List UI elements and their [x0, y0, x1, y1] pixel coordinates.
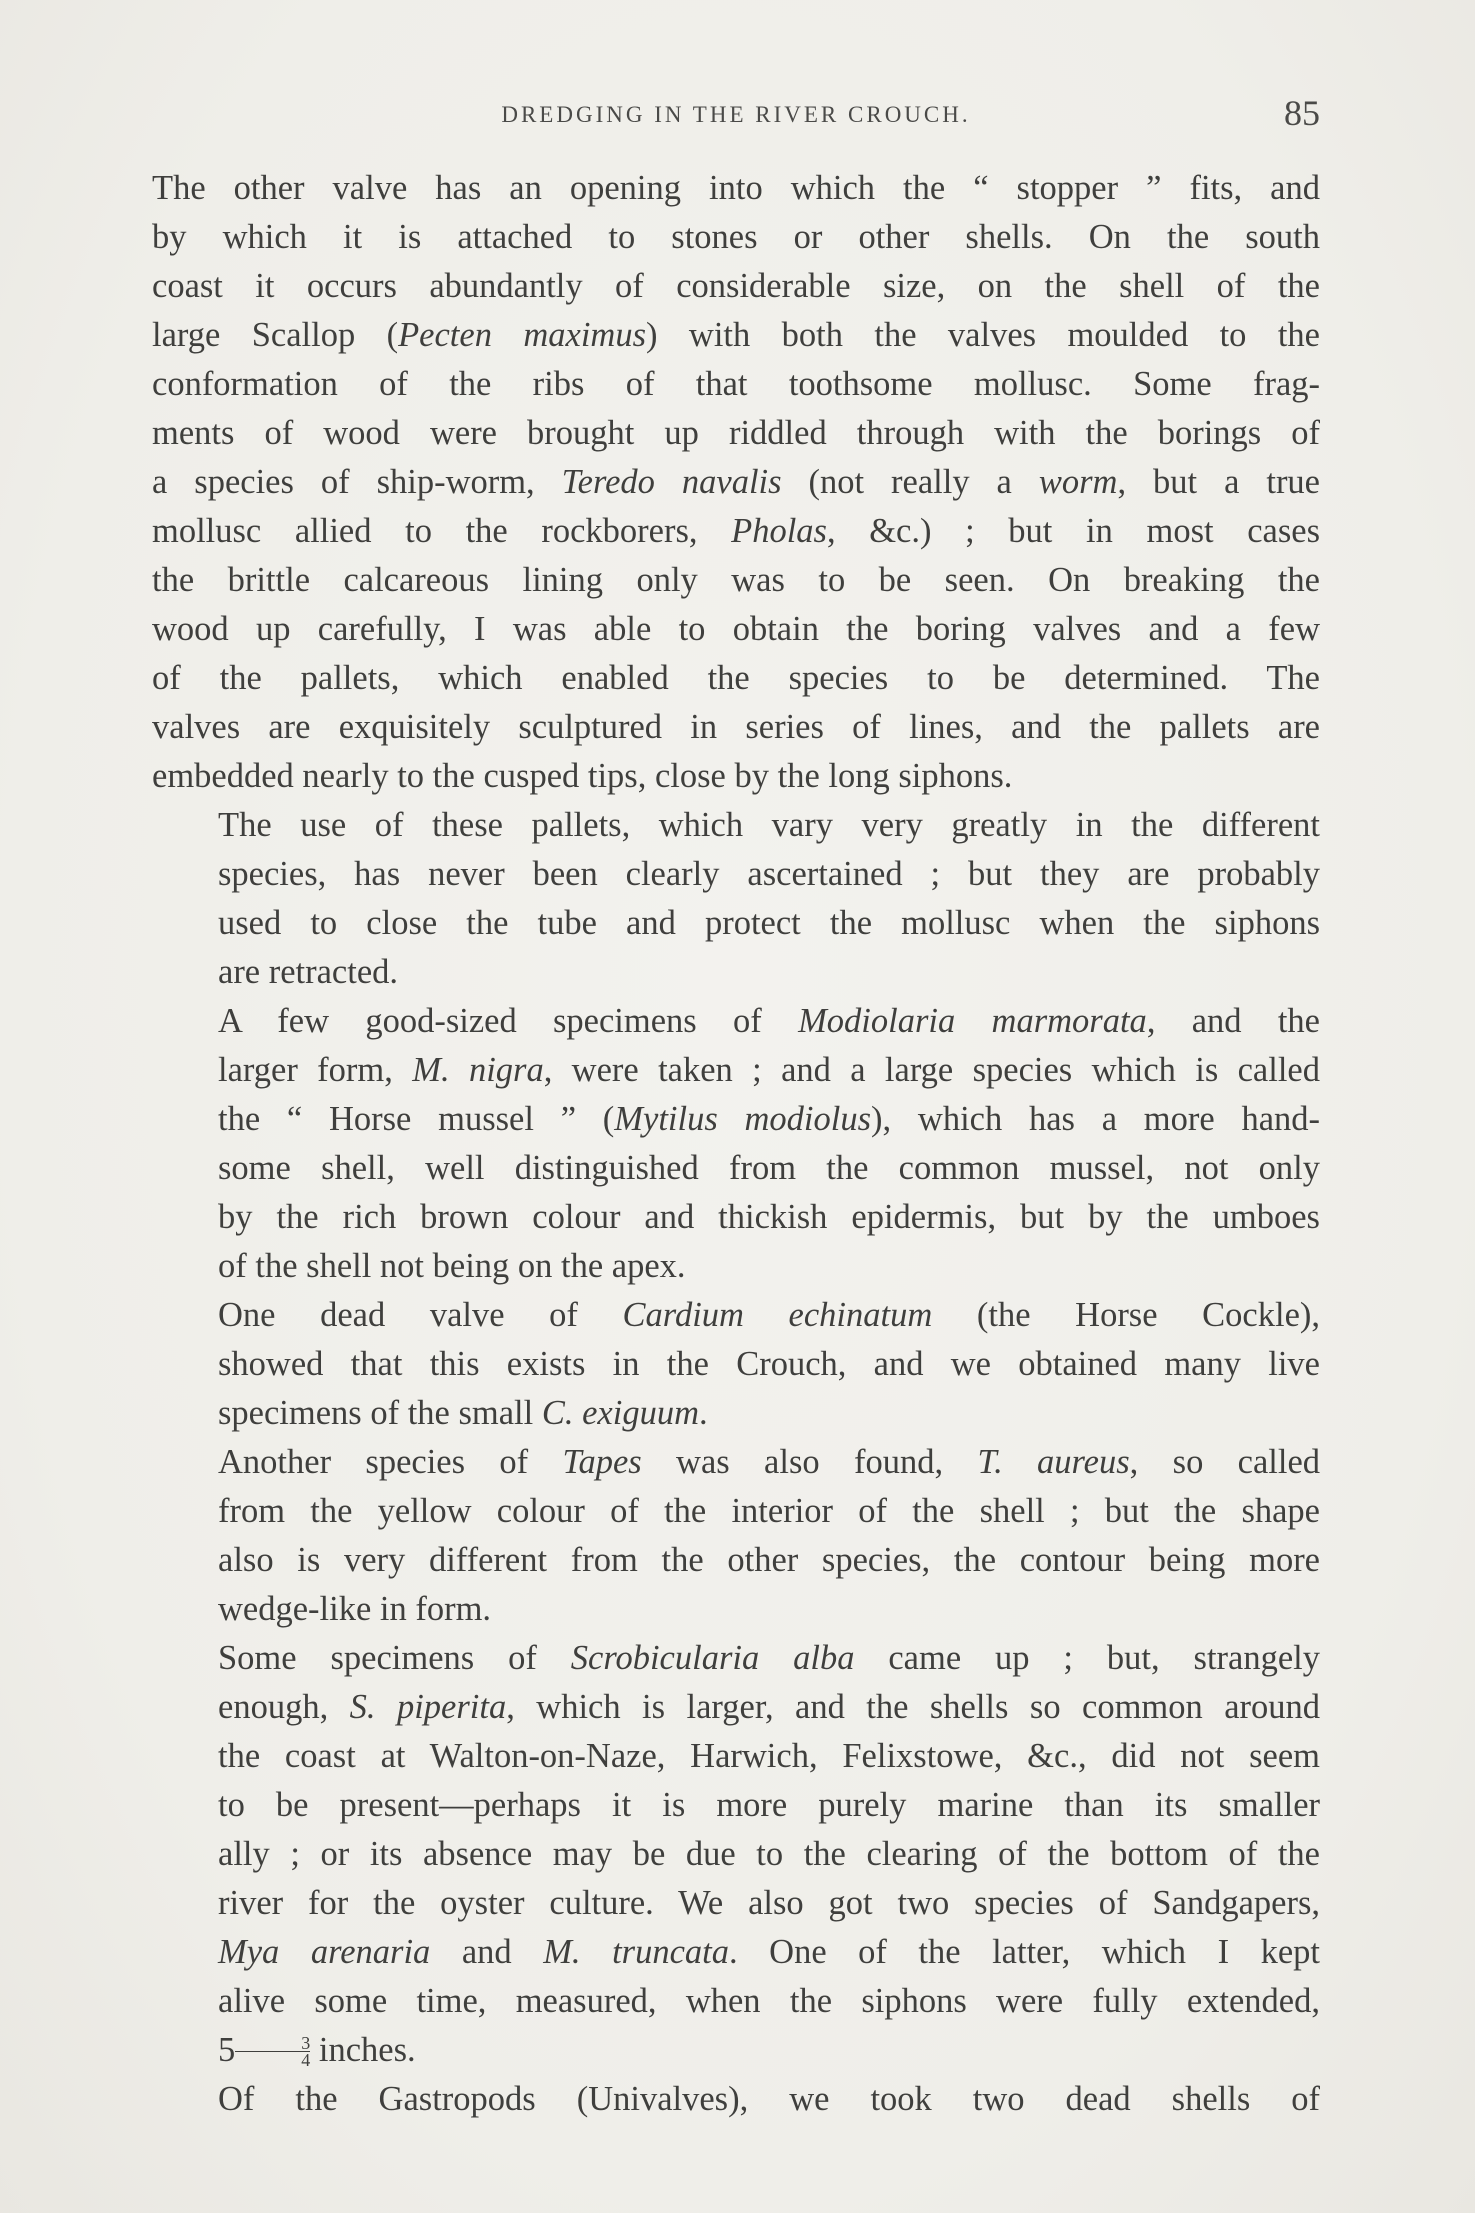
text-line: larger form, M. nigra, were taken ; and a large species which is called: [218, 1051, 1320, 1089]
text-line: also is very different from the other species, the contour being more: [218, 1541, 1320, 1579]
italic-term: Pholas: [731, 512, 827, 550]
text-line: A few good-sized specimens of Modiolaria marmorata, and the: [218, 1002, 1320, 1040]
italic-term: Mytilus modiolus: [614, 1100, 872, 1138]
text-line: conformation of the ribs of that toothsome mollusc. Some frag-: [152, 365, 1320, 403]
text-line: Of the Gastropods (Univalves), we took two dead shells of: [218, 2080, 1320, 2118]
text-line: river for the oyster culture. We also got two species of Sandgapers,: [218, 1884, 1320, 1922]
text-line: wedge-like in form.: [218, 1590, 492, 1628]
text-line: ments of wood were brought up riddled through with the borings of: [152, 414, 1320, 452]
paragraph: [152, 1438, 1320, 1634]
text-line: the “ Horse mussel ” (Mytilus modiolus), which has a more hand-: [218, 1100, 1320, 1138]
italic-term: M. truncata: [543, 1933, 729, 1971]
fraction: $\frac{3}{4}$: [235, 2035, 310, 2068]
italic-term: S. piperita: [349, 1688, 507, 1726]
text-line: The other valve has an opening into which the “ stopper ” fits, and: [152, 169, 1320, 207]
italic-term: Mya arenaria: [218, 1933, 431, 1971]
text-line: from the yellow colour of the interior of the shell ; but the shape: [218, 1492, 1320, 1530]
text-line: coast it occurs abundantly of considerable size, on the shell of the: [152, 267, 1320, 305]
paragraph: [152, 801, 1320, 997]
text-line: 5 $\frac{3}{4}$ inches.: [218, 2031, 416, 2070]
text-line: are retracted.: [218, 953, 399, 991]
text-line: some shell, well distinguished from the common mussel, not only: [218, 1149, 1320, 1187]
running-head: DREDGING IN THE RIVER CROUCH.: [501, 102, 971, 127]
italic-term: M. nigra: [412, 1051, 544, 1089]
text-line: the brittle calcareous lining only was to be seen. On breaking the: [152, 561, 1320, 599]
body-text: [152, 164, 1320, 2124]
text-line: valves are exquisitely sculptured in series of lines, and the pallets are: [152, 708, 1320, 746]
italic-term: worm: [1038, 463, 1118, 501]
text-line: by which it is attached to stones or other shells. On the south: [152, 218, 1320, 256]
paragraph: [152, 164, 1320, 801]
text-line: of the pallets, which enabled the species to be determined. The: [152, 659, 1320, 697]
text-line: to be present—perhaps it is more purely marine than its smaller: [218, 1786, 1320, 1824]
text-line: large Scallop (Pecten maximus) with both the valves moulded to the: [152, 316, 1320, 354]
italic-term: Scrobicularia alba: [570, 1639, 855, 1677]
italic-term: C. exiguum: [541, 1394, 699, 1432]
text-line: of the shell not being on the apex.: [218, 1247, 686, 1285]
paragraph: [152, 1291, 1320, 1438]
text-line: by the rich brown colour and thickish epidermis, but by the umboes: [218, 1198, 1320, 1236]
text-line: embedded nearly to the cusped tips, close by the long siphons.: [152, 757, 1013, 795]
text-line: Mya arenaria and M. truncata. One of the latter, which I kept: [218, 1933, 1320, 1971]
text-line: ally ; or its absence may be due to the clearing of the bottom of the: [218, 1835, 1320, 1873]
page-header: [152, 92, 1320, 142]
paragraph: [152, 997, 1320, 1291]
text-line: the coast at Walton-on-Naze, Harwich, Felixstowe, &c., did not seem: [218, 1737, 1320, 1775]
italic-term: T. aureus: [977, 1443, 1130, 1481]
text-line: species, has never been clearly ascertained ; but they are probably: [218, 855, 1320, 893]
paragraph: [152, 2075, 1320, 2124]
text-line: specimens of the small C. exiguum.: [218, 1394, 708, 1432]
text-line: a species of ship-worm, Teredo navalis (not really a worm, but a true: [152, 463, 1320, 501]
italic-term: Tapes: [562, 1443, 642, 1481]
paragraph: [152, 1634, 1320, 2075]
text-line: used to close the tube and protect the mollusc when the siphons: [218, 904, 1320, 942]
text-line: showed that this exists in the Crouch, and we obtained many live: [218, 1345, 1320, 1383]
italic-term: Pecten maximus: [398, 316, 647, 354]
text-line: Another species of Tapes was also found, T. aureus, so called: [218, 1443, 1321, 1481]
text-line: wood up carefully, I was able to obtain the boring valves and a few: [152, 610, 1320, 648]
page-number: 85: [1284, 93, 1320, 133]
text-line: enough, S. piperita, which is larger, and the shells so common around: [218, 1688, 1320, 1726]
italic-term: Teredo navalis: [561, 463, 782, 501]
italic-term: Modiolaria marmorata: [798, 1002, 1147, 1040]
text-line: The use of these pallets, which vary very greatly in the different: [218, 806, 1320, 844]
italic-term: Cardium echinatum: [622, 1296, 933, 1334]
text-line: One dead valve of Cardium echinatum (the Horse Cockle),: [218, 1296, 1320, 1334]
text-line: alive some time, measured, when the siphons were fully extended,: [218, 1982, 1320, 2020]
text-line: mollusc allied to the rockborers, Pholas, &c.) ; but in most cases: [152, 512, 1320, 550]
text-line: Some specimens of Scrobicularia alba came up ; but, strangely: [218, 1639, 1320, 1677]
